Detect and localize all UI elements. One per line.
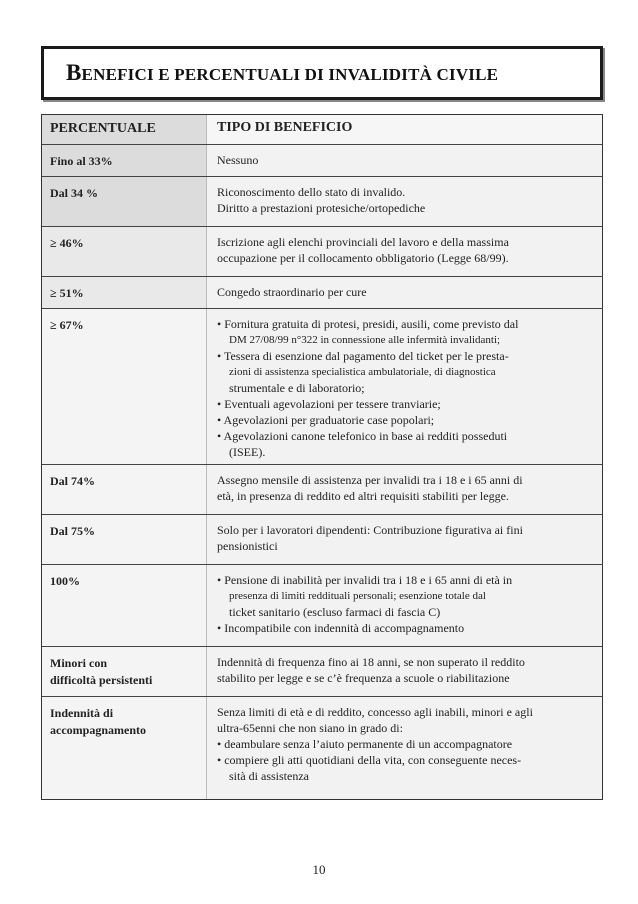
row-benefit: Riconoscimento dello stato di invalido. Diritto a prestazioni protesiche/ortopediche <box>207 177 602 226</box>
table-row <box>42 227 602 277</box>
page-title: BENEFICI E PERCENTUALI DI INVALIDITÀ CIVILE <box>66 60 499 85</box>
row-benefit: • Fornitura gratuita di protesi, presidi, ausili, come previsto dal DM 27/08/99 n°322 in connessione alle infermità invalidanti; • Tessera di esenzione dal pagamento del ticket per le presta- zioni di assistenza specialistica ambulatoriale, di diagnostica strumentale e di laboratorio; • Eventuali agevolazioni per tessere tranviarie; • Agevolazioni per graduatorie case popolari; • Agevolazioni canone telefonico in base ai redditi posseduti (ISEE). <box>207 309 602 464</box>
row-percent: Fino al 33% <box>42 145 207 176</box>
row-benefit: Iscrizione agli elenchi provinciali del lavoro e della massima occupazione per il collocamento obbligatorio (Legge 68/99). <box>207 227 602 276</box>
table-row <box>42 145 602 177</box>
row-percent: ≥ 51% <box>42 277 207 308</box>
row-percent: ≥ 46% <box>42 227 207 276</box>
row-benefit: Indennità di frequenza fino ai 18 anni, se non superato il reddito stabilito per legge e se c’è frequenza a scuole o riabilitazione <box>207 647 602 696</box>
row-percent: 100% <box>42 565 207 646</box>
table-row <box>42 465 602 515</box>
row-benefit: Assegno mensile di assistenza per invalidi tra i 18 e i 65 anni di età, in presenza di reddito ed altri requisiti stabiliti per legge. <box>207 465 602 514</box>
table-row <box>42 697 602 799</box>
row-percent: Minori con difficoltà persistenti <box>42 647 207 696</box>
table-row <box>42 277 602 309</box>
row-benefit: • Pensione di inabilità per invalidi tra i 18 e i 65 anni di età in presenza di limiti reddituali personali; esenzione totale dal ticket sanitario (escluso farmaci di fascia C) • Incompatibile con indennità di accompagnamento <box>207 565 602 646</box>
table-row <box>42 565 602 647</box>
row-benefit: Solo per i lavoratori dipendenti: Contribuzione figurativa ai fini pensionistici <box>207 515 602 564</box>
row-benefit: Senza limiti di età e di reddito, concesso agli inabili, minori e agli ultra-65enni che non siano in grado di: • deambulare senza l’aiuto permanente di un accompagnatore • compiere gli atti quotidiani della vita, con conseguente neces- sità di assistenza <box>207 697 602 799</box>
row-percent: ≥ 67% <box>42 309 207 464</box>
table-row <box>42 515 602 565</box>
row-percent: Dal 34 % <box>42 177 207 226</box>
row-percent: Indennità di accompagnamento <box>42 697 207 799</box>
benefits-table <box>41 114 603 800</box>
page-number: 10 <box>312 862 326 877</box>
row-percent: Dal 75% <box>42 515 207 564</box>
header-percent: PERCENTUALE <box>42 115 207 144</box>
row-percent: Dal 74% <box>42 465 207 514</box>
table-header-row <box>42 115 602 145</box>
table-row <box>42 309 602 465</box>
row-benefit: Congedo straordinario per cure <box>207 277 602 308</box>
header-benefit: TIPO DI BENEFICIO <box>207 115 602 144</box>
title-box <box>41 46 603 100</box>
table-row <box>42 647 602 697</box>
table-row <box>42 177 602 227</box>
row-benefit: Nessuno <box>207 145 602 176</box>
